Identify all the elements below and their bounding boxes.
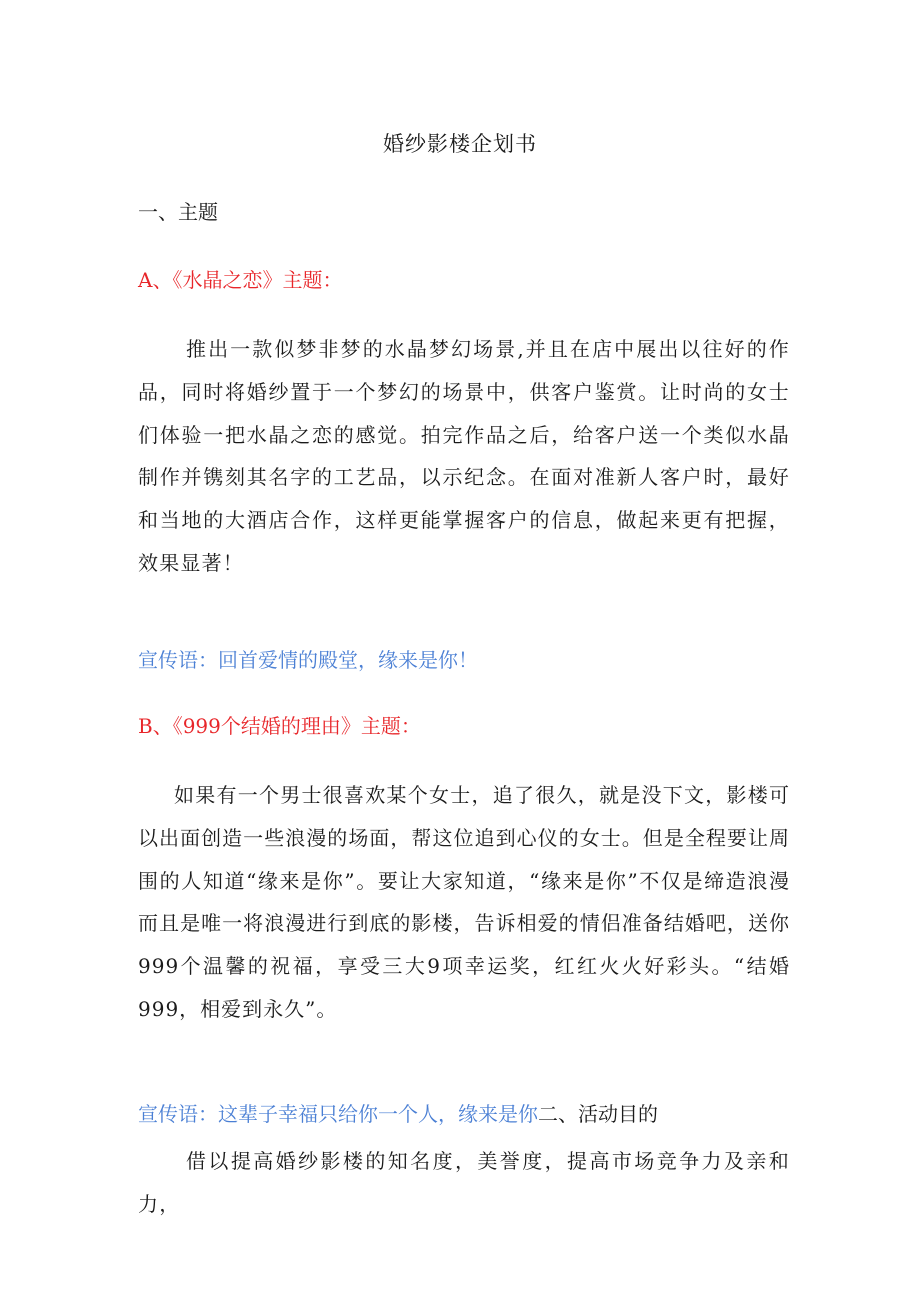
- section-2-body: 借以提高婚纱影楼的知名度，美誉度，提高市场竞争力及亲和力，: [138, 1149, 790, 1216]
- theme-a-slogan: 宣传语：回首爱情的殿堂，缘来是你！: [138, 648, 478, 672]
- section-1-heading: 一、主题: [138, 200, 218, 224]
- theme-b-body: 如果有一个男士很喜欢某个女士，追了很久，就是没下文，影楼可以出面创造一些浪漫的场面，帮这位追到心仪的女士。但是全程要让周围的人知道“缘来是你”。要让大家知道，“缘来是你”不仅是缔造浪漫而且是唯一将浪漫进行到底的影楼，告诉相爱的情侣准备结婚吧，送你999个温馨的祝福，享受三大9项幸运奖，红红火火好彩头。“结婚999，相爱到永久”。: [138, 783, 790, 1021]
- theme-a-body: 推出一款似梦非梦的水晶梦幻场景,并且在店中展出以往好的作品，同时将婚纱置于一个梦幻的场景中，供客户鉴赏。让时尚的女士们体验一把水晶之恋的感觉。拍完作品之后，给客户送一个类似水晶制作并镌刻其名字的工艺品，以示纪念。在面对准新人客户时，最好和当地的大酒店合作，这样更能掌握客户的信息，做起来更有把握，效果显著！: [138, 337, 790, 575]
- theme-b-slogan: 宣传语：这辈子幸福只给你一个人，缘来是你: [138, 1102, 538, 1126]
- section-2-heading: 二、活动目的: [538, 1102, 658, 1126]
- document-title: 婚纱影楼企划书: [383, 132, 537, 156]
- theme-b-heading: B、《999个结婚的理由》主题：: [138, 714, 421, 738]
- theme-b-slogan-line: [138, 1100, 788, 1128]
- theme-a-heading: A、《水晶之恋》主题：: [138, 268, 343, 292]
